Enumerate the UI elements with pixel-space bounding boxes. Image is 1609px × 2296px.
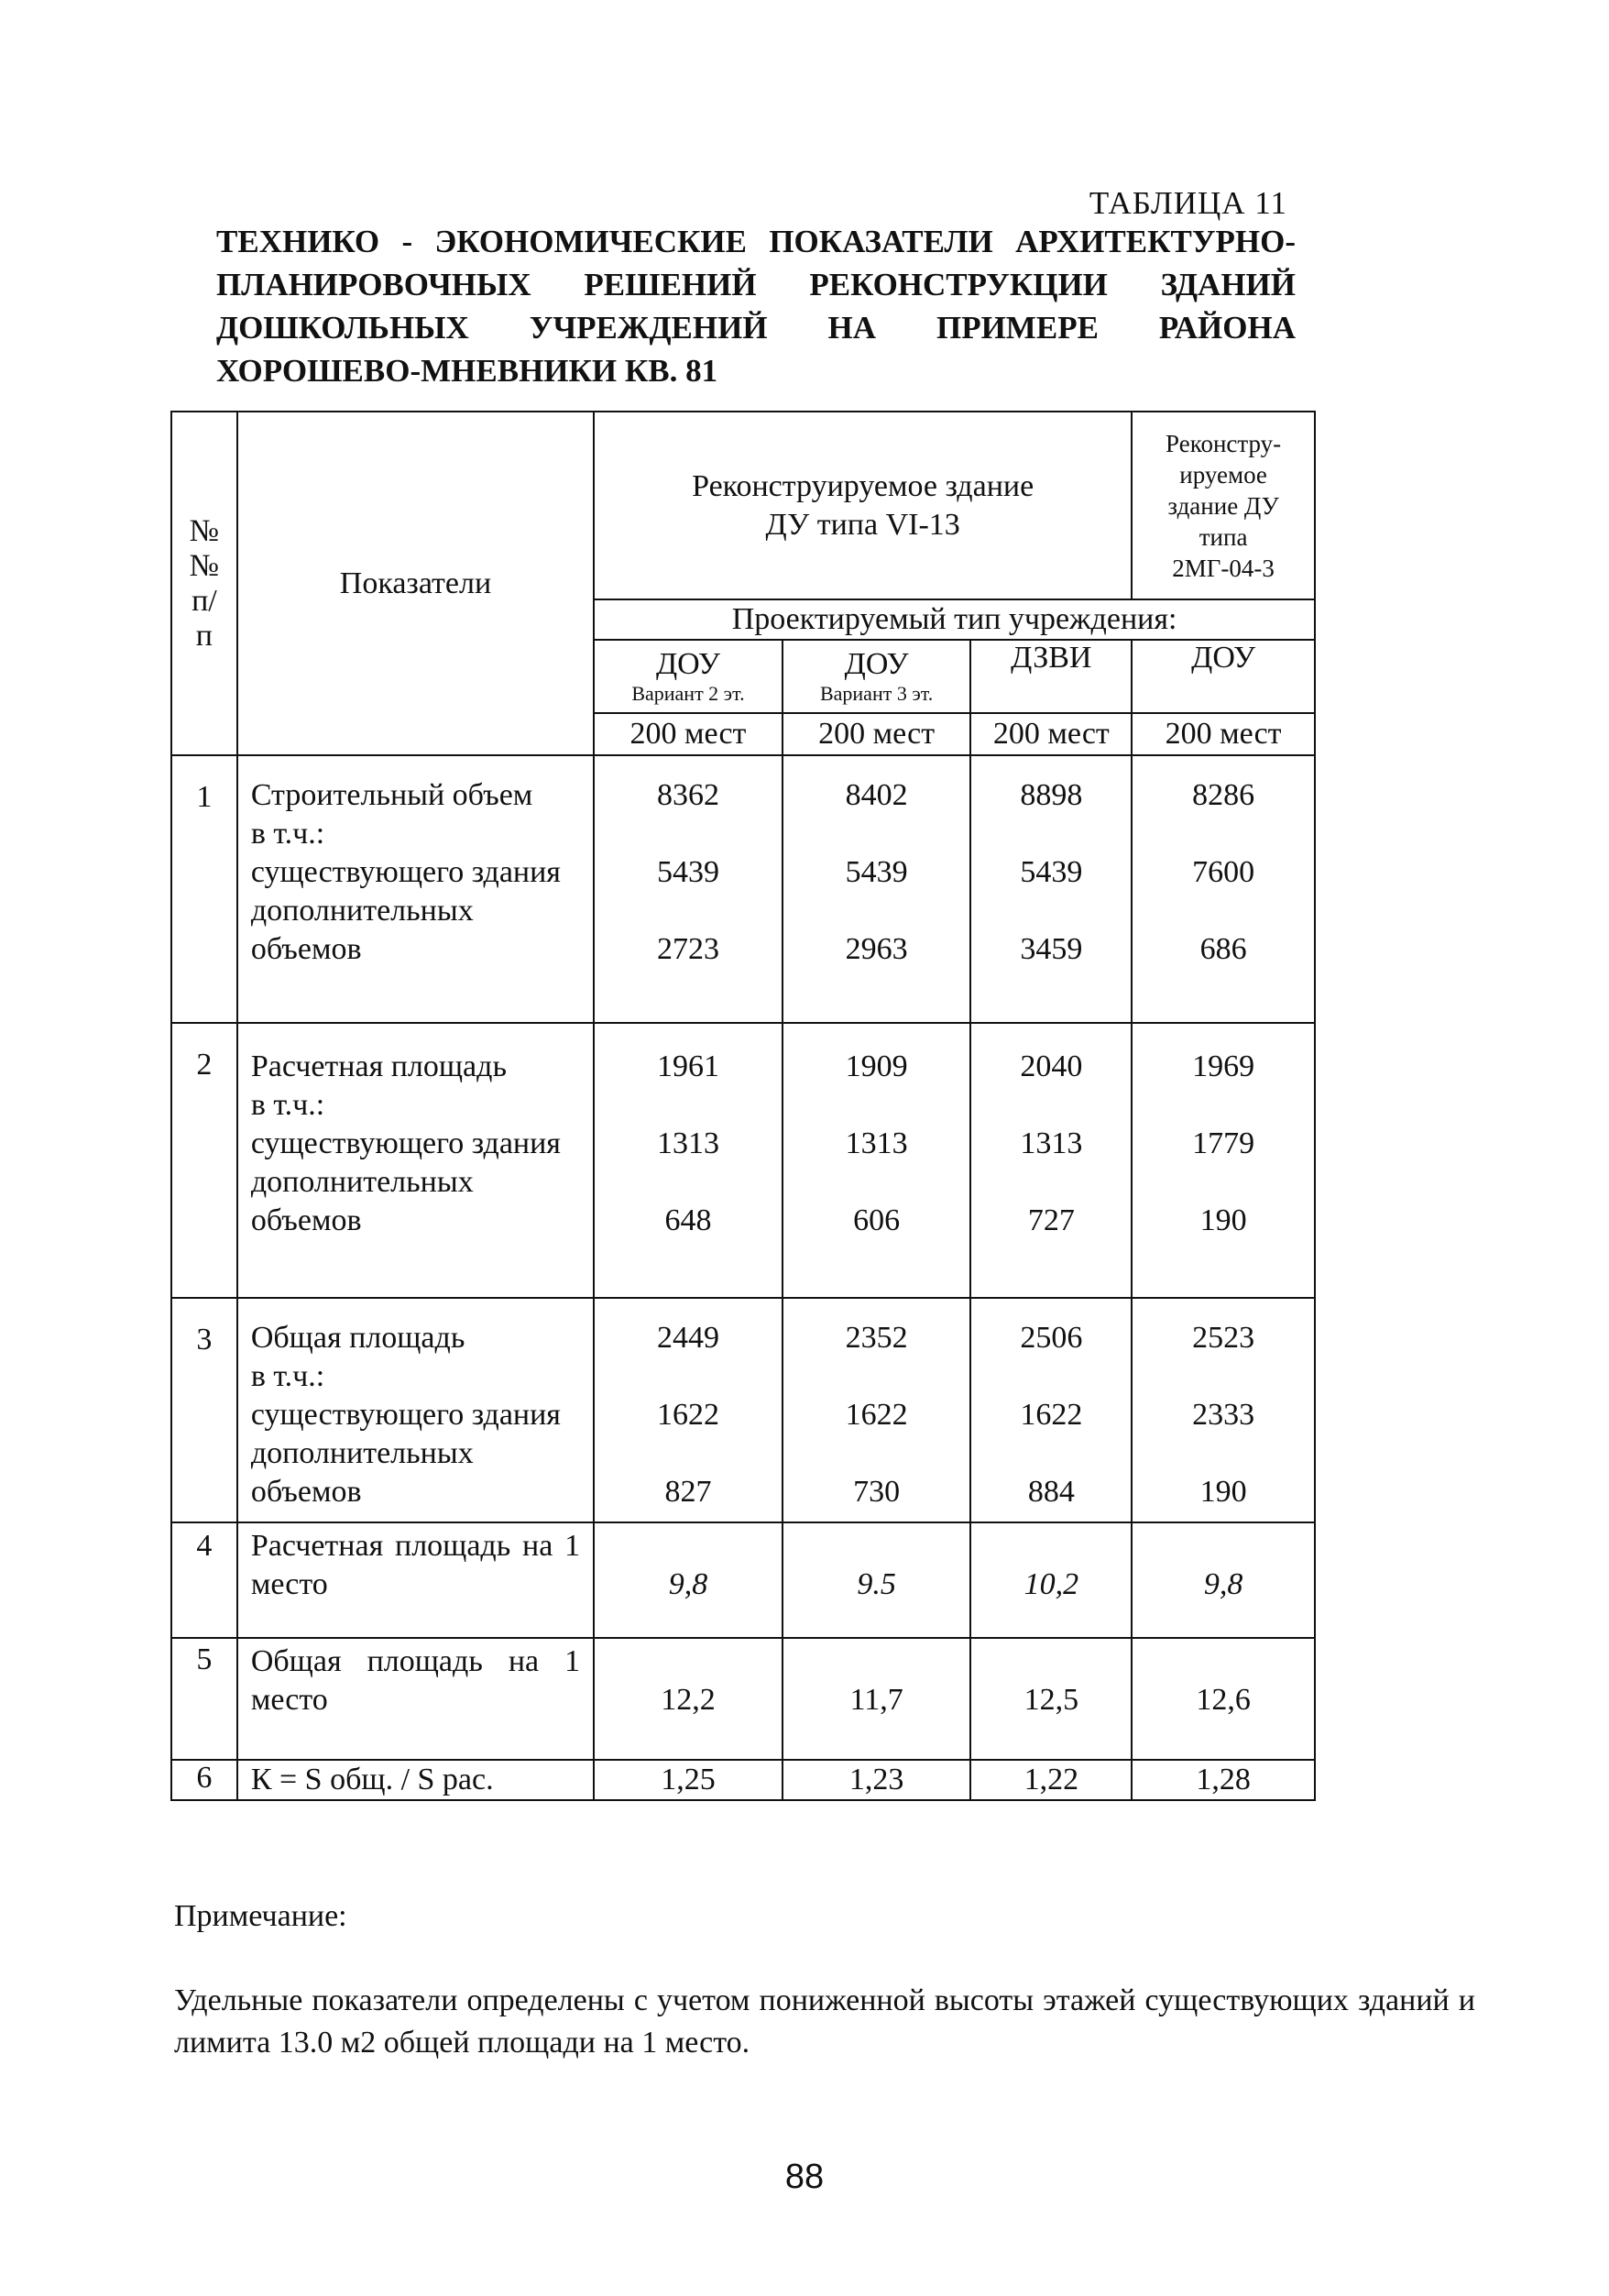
table-row [171, 755, 1315, 1023]
value-cell: 2506 1622 884 [970, 1298, 1132, 1522]
row-number: 1 [171, 755, 237, 1023]
value-cell: 11,7 [783, 1638, 971, 1760]
row-number: 3 [171, 1298, 237, 1522]
value-cell: 12,2 [594, 1638, 783, 1760]
value-cell: 1,28 [1132, 1760, 1315, 1800]
header-col2-type: ДОУ Вариант 3 эт. [783, 640, 971, 713]
value-cell: 10,2 [970, 1522, 1132, 1638]
row-number: 4 [171, 1522, 237, 1638]
row-indicator: Общая площадь в т.ч.: существующего здания дополнительных объемов [237, 1298, 594, 1522]
value-cell: 12,6 [1132, 1638, 1315, 1760]
header-projected-type: Проектируемый тип учреждения: [594, 599, 1315, 640]
row-number: 6 [171, 1760, 237, 1800]
value-cell: 2523 2333 190 [1132, 1298, 1315, 1522]
value-cell: 8286 7600 686 [1132, 755, 1315, 1023]
header-col3-type: ДЗВИ [970, 640, 1132, 713]
table-row [171, 1522, 1315, 1638]
value-cell: 8362 5439 2723 [594, 755, 783, 1023]
row-indicator: Общая площадь на 1 место [237, 1638, 594, 1760]
header-places: 200 мест [1132, 713, 1315, 755]
value-cell: 1,25 [594, 1760, 783, 1800]
value-cell: 9,8 [1132, 1522, 1315, 1638]
row-indicator: Расчетная площадь в т.ч.: существующего здания дополнительных объемов [237, 1023, 594, 1298]
indicators-table [170, 411, 1316, 1801]
note-label: Примечание: [174, 1899, 347, 1933]
note-text: Удельные показатели определены с учетом пониженной высоты этажей существующих зданий и лимита 13.0 м2 общей площади на 1 место. [174, 1983, 1475, 2060]
row-number: 5 [171, 1638, 237, 1760]
table-row [171, 1298, 1315, 1522]
page-number: 88 [784, 2158, 825, 2196]
value-cell: 1961 1313 648 [594, 1023, 783, 1298]
value-cell: 8898 5439 3459 [970, 755, 1132, 1023]
value-cell: 2352 1622 730 [783, 1298, 971, 1522]
header-building-vi13: Реконструируемое здание ДУ типа VI-13 [594, 412, 1132, 599]
row-indicator: Расчетная площадь на 1 место [237, 1522, 594, 1638]
table-row [171, 1760, 1315, 1800]
header-num-col: № № п/п [171, 412, 237, 755]
row-indicator: К = S общ. / S рас. [237, 1760, 594, 1800]
value-cell: 9.5 [783, 1522, 971, 1638]
header-col4-type: ДОУ [1132, 640, 1315, 713]
row-indicator: Строительный объем в т.ч.: существующего здания дополнительных объемов [237, 755, 594, 1023]
table-title: ТЕХНИКО - ЭКОНОМИЧЕСКИЕ ПОКАЗАТЕЛИ АРХИТЕКТУРНО-ПЛАНИРОВОЧНЫХ РЕШЕНИЙ РЕКОНСТРУКЦИИ ЗДАНИЙ ДОШКОЛЬНЫХ УЧРЕЖДЕНИЙ НА ПРИМЕРЕ РАЙОНА ХОРОШЕВО-МНЕВНИКИ КВ. 81 [216, 224, 1296, 389]
header-places: 200 мест [783, 713, 971, 755]
header-building-2mg: Реконстру-ируемое здание ДУ типа 2МГ-04-3 [1132, 412, 1315, 599]
value-cell: 12,5 [970, 1638, 1132, 1760]
table-row [171, 1638, 1315, 1760]
header-indicators-col: Показатели [237, 412, 594, 755]
value-cell: 1969 1779 190 [1132, 1023, 1315, 1298]
header-places: 200 мест [594, 713, 783, 755]
header-places: 200 мест [970, 713, 1132, 755]
table-row [171, 1023, 1315, 1298]
header-col1-type: ДОУ Вариант 2 эт. [594, 640, 783, 713]
table-number: ТАБЛИЦА 11 [1089, 185, 1287, 221]
row-number: 2 [171, 1023, 237, 1298]
value-cell: 1,23 [783, 1760, 971, 1800]
value-cell: 9,8 [594, 1522, 783, 1638]
value-cell: 8402 5439 2963 [783, 755, 971, 1023]
value-cell: 2449 1622 827 [594, 1298, 783, 1522]
value-cell: 2040 1313 727 [970, 1023, 1132, 1298]
value-cell: 1909 1313 606 [783, 1023, 971, 1298]
value-cell: 1,22 [970, 1760, 1132, 1800]
